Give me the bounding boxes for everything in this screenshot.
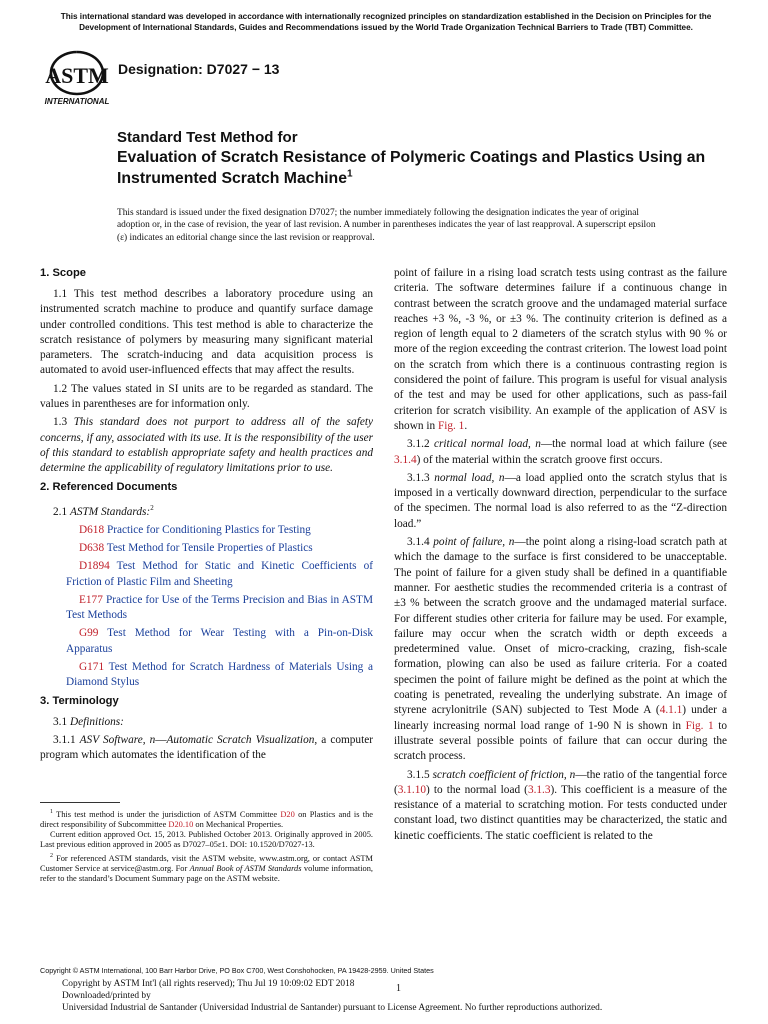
reference-code[interactable]: G171 — [79, 661, 105, 673]
footnote-1 — [40, 807, 373, 830]
reference-item[interactable] — [40, 593, 373, 624]
para-3-1 — [40, 715, 373, 730]
term-normal-load: normal load, n — [434, 471, 505, 484]
para-1-1: 1.1 This test method describes a laboratory procedure using an instrumented scratch machine to produce and quantify surface damage under controlled conditions. This test method is able to characterize the scratch resistance of polymers by measuring many significant material parameters. The scratch-inducing and data acquisition process is automated to avoid user-influenced effects that may affect the results. — [40, 288, 373, 377]
reference-item[interactable] — [40, 626, 373, 657]
footnote-2 — [40, 851, 373, 884]
footnote-mark-2: 2 — [150, 503, 154, 512]
term-asv-definition: Automatic Scratch Visualization — [166, 733, 315, 746]
title-text: Evaluation of Scratch Resistance of Polymeric Coatings and Plastics Using an Instrumented Scratch Machine — [117, 149, 706, 187]
term-asv-software: ASV Software, n — [79, 733, 156, 746]
def-315-a: —the ratio of the tangential force ( — [394, 768, 727, 796]
para-3-1-5 — [394, 768, 727, 844]
footnotes — [40, 807, 373, 884]
link-3-1-3[interactable]: 3.1.3 — [527, 783, 551, 796]
astm-logo-icon — [40, 49, 114, 107]
copyright-line: Copyright © ASTM International, 100 Barr Harbor Drive, PO Box C700, West Conshohocken, PA 19428-2959. United States — [40, 966, 434, 975]
def-312-b: ) of the material within the scratch groove first occurs. — [416, 453, 663, 466]
para-3-1-5-num: 3.1.5 — [407, 768, 430, 781]
footnote-2-mark: 2 — [50, 852, 53, 859]
tbt-notice: This international standard was developed in accordance with internationally recognized principles on standardization established in the Decision on Principles for the Development of International Standards, Guides and Recommendations issued by the World Trade Organization Technical Barriers to Trade (TBT) Committee. — [60, 12, 712, 32]
reference-item[interactable] — [40, 660, 373, 691]
reference-title[interactable]: Test Method for Tensile Properties of Plastics — [106, 541, 313, 554]
para-3-1-1-num: 3.1.1 — [53, 733, 76, 746]
title-block — [117, 128, 737, 189]
def-314-b: ) under a linearly increasing normal load range of 1-90 N is shown in — [394, 704, 727, 732]
logo-letters: ASTM — [45, 63, 109, 88]
download-line-2: Downloaded/printed by — [62, 990, 151, 1001]
left-column — [40, 266, 373, 766]
para-asv-continued — [394, 266, 727, 434]
para-1-3-num: 1.3 — [53, 416, 68, 429]
link-fig-1[interactable]: Fig. 1 — [437, 419, 465, 432]
download-line-1: Copyright by ASTM Int'l (all rights reserved); Thu Jul 19 10:09:02 EDT 2018 — [62, 979, 355, 989]
def-315-c: ). This coefficient is a measure of the resistance of a material to scratching motion. For tests conducted under constant load, two distinct quantities may be characterized, the static and kinetic coefficients. The static coefficient is related to the — [394, 783, 727, 842]
para-3-1-2 — [394, 437, 727, 468]
section-terminology-heading: 3. Terminology — [40, 694, 119, 707]
def-314-a: —the point along a rising-load scratch path at which the damage to the surface is first considered to be unacceptable. The point of failure for a given study shall be defined in a quantifiable manner. For aesthetic studies the recommended criteria is a contrast of ±3 % between the scratch groove and the undamaged material surface. For different studies other criteria for failure may be used. For example, failure may occur when the scratch width or depth exceeds a predetermined value. Onset of micro-cracking, crazing, fish-scale formation, plowing can also be used as failure criteria. For a coated specimen the point of failure might be defined as the point at which the coating is penetrated, revealing the underlying substrate. An image of styrene acrylonitrile (SAN) subjected to Test Mode A ( — [394, 536, 727, 717]
title-footnote-mark: 1 — [347, 168, 353, 180]
footnote-1-mark: 1 — [50, 809, 53, 815]
para-3-1-num: 3.1 — [53, 715, 68, 728]
para-1-3 — [40, 415, 373, 476]
para-3-1-4-num: 3.1.4 — [407, 536, 430, 549]
link-fig-1[interactable]: Fig. 1 — [685, 719, 714, 732]
footnote-2-text-b: volume information, refer to the standard’s Document Summary page on the ASTM website. — [40, 863, 373, 883]
asv-cont-end: . — [464, 419, 468, 432]
para-3-1-3-num: 3.1.3 — [407, 471, 430, 484]
safety-caveat: This standard does not purport to address all of the safety concerns, if any, associated with its use. It is the responsibility of the user of this standard to establish appropriate safety and health practices and determine the applicability of regulatory limitations prior to use. — [40, 416, 374, 475]
definitions-label: Definitions: — [69, 715, 124, 728]
link-4-1-1[interactable]: 4.1.1 — [659, 704, 683, 717]
para-3-1-1 — [40, 733, 373, 764]
footnote-rule — [40, 802, 120, 803]
download-notice — [62, 979, 602, 1014]
reference-code[interactable]: D638 — [79, 541, 105, 554]
reference-item[interactable] — [40, 523, 373, 538]
reference-title[interactable]: Test Method for Static and Kinetic Coefficients of Friction of Plastic Film and Sheeting — [66, 560, 373, 588]
para-2-1-num: 2.1 — [53, 505, 68, 518]
footnote-1-text-b: on Plastics and is the direct responsibility of Subcommittee — [40, 809, 373, 829]
footnote-1-edition: Current edition approved Oct. 15, 2013. Published October 2013. Originally approved in 2005. Last previous edition approved in 2005 as D7027–05ε1. DOI: 10.1520/D7027-13. — [40, 830, 373, 850]
term-critical-normal-load: critical normal load, n — [433, 438, 541, 451]
term-asv-rest: , a computer program which automates the identification of the — [40, 733, 373, 762]
logo-sub: INTERNATIONAL — [44, 97, 110, 106]
designation: Designation: D7027 − 13 — [118, 61, 280, 77]
term-dash: — — [155, 733, 167, 746]
document-title — [117, 147, 737, 189]
footnote-2-text-a: For referenced ASTM standards, visit the ASTM website, www.astm.org, or contact ASTM Customer Service at service@astm.org. For — [40, 853, 373, 873]
asv-cont-text: point of failure in a rising load scratch tests using contrast as the failure criteria. The software determines failure if a continuous change in contrast between the scratch groove and the undamaged material surface reaches +3 %, -3 %, or ±3 %. The continuity criterion is defined as a region of length equal to 2 diameters of the scratch stylus with 90 % or more of the region exceeding the contrast criterion. The lowest load point on the scratch from which there is a continuous contrasting region is considered the point of failure. This program is useful for visual analysis of the test and may be used for other applications, such as pass-fail criterion for scratch visibility. An example of the application of ASV is shown in — [394, 267, 727, 432]
reference-title[interactable]: Test Method for Scratch Hardness of Materials Using a Diamond Stylus — [66, 661, 373, 689]
astm-standards-label: ASTM Standards: — [69, 505, 151, 518]
link-d20[interactable]: D20 — [280, 809, 295, 819]
reference-code[interactable]: D1894 — [79, 560, 110, 573]
term-scratch-coefficient: scratch coefficient of friction, n — [432, 768, 576, 781]
download-line-3: Universidad Industrial de Santander (Universidad Industrial de Santander) pursuant to License Agreement. No further reproductions authorized. — [62, 1002, 603, 1013]
reference-title[interactable]: Practice for Use of the Terms Precision and Bias in ASTM Test Methods — [66, 593, 373, 622]
reference-item[interactable] — [40, 559, 373, 590]
link-3-1-4[interactable]: 3.1.4 — [394, 453, 417, 466]
para-3-1-3 — [394, 471, 727, 532]
footnote-1-text-a: This test method is under the jurisdiction of ASTM Committee — [56, 809, 278, 819]
para-1-2: 1.2 The values stated in SI units are to be regarded as standard. The values in parentheses are for information only. — [40, 382, 373, 411]
title-prefix: Standard Test Method for — [117, 129, 298, 146]
section-scope-heading: 1. Scope — [40, 267, 87, 279]
term-point-of-failure: point of failure, n — [433, 536, 515, 549]
def-314-c: to illustrate several possible points of failure that can occur during the scratch process. — [394, 719, 727, 763]
reference-code[interactable]: D618 — [79, 523, 105, 536]
link-3-1-10[interactable]: 3.1.10 — [397, 783, 427, 796]
page-number: 1 — [396, 983, 401, 994]
def-315-b: ) to the normal load ( — [426, 783, 528, 796]
reference-code[interactable]: E177 — [79, 593, 103, 606]
footnote-2-book-title: Annual Book of ASTM Standards — [189, 863, 302, 873]
para-3-1-4 — [394, 535, 727, 764]
reference-item[interactable] — [40, 541, 373, 556]
reference-code[interactable]: G99 — [79, 627, 99, 640]
def-312-a: —the normal load at which failure (see — [540, 438, 728, 451]
para-3-1-2-num: 3.1.2 — [407, 438, 430, 451]
reference-title[interactable]: Practice for Conditioning Plastics for Testing — [106, 523, 311, 536]
section-referenced-heading: 2. Referenced Documents — [40, 480, 178, 493]
footnote-1-text-c: on Mechanical Properties. — [195, 820, 284, 829]
issue-note: This standard is issued under the fixed designation D7027; the number immediately following the designation indicates the year of original adoption or, in the case of revision, the year of last revision. A number in parentheses indicates the year of last reapproval. A superscript epsilon (ε) indicates an editorial change since the last revision or reapproval. — [117, 208, 656, 243]
para-2-1 — [40, 501, 373, 520]
link-d20-10[interactable]: D20.10 — [168, 820, 194, 829]
reference-title[interactable]: Test Method for Wear Testing with a Pin-on-Disk Apparatus — [66, 627, 374, 655]
right-column — [394, 266, 727, 847]
reference-list — [40, 523, 373, 691]
def-313: —a load applied onto the scratch stylus that is imposed in a vertically downward direction, perpendicular to the surface of the specimen. The normal load is also referred to as the “Z-direction load.” — [394, 471, 727, 530]
